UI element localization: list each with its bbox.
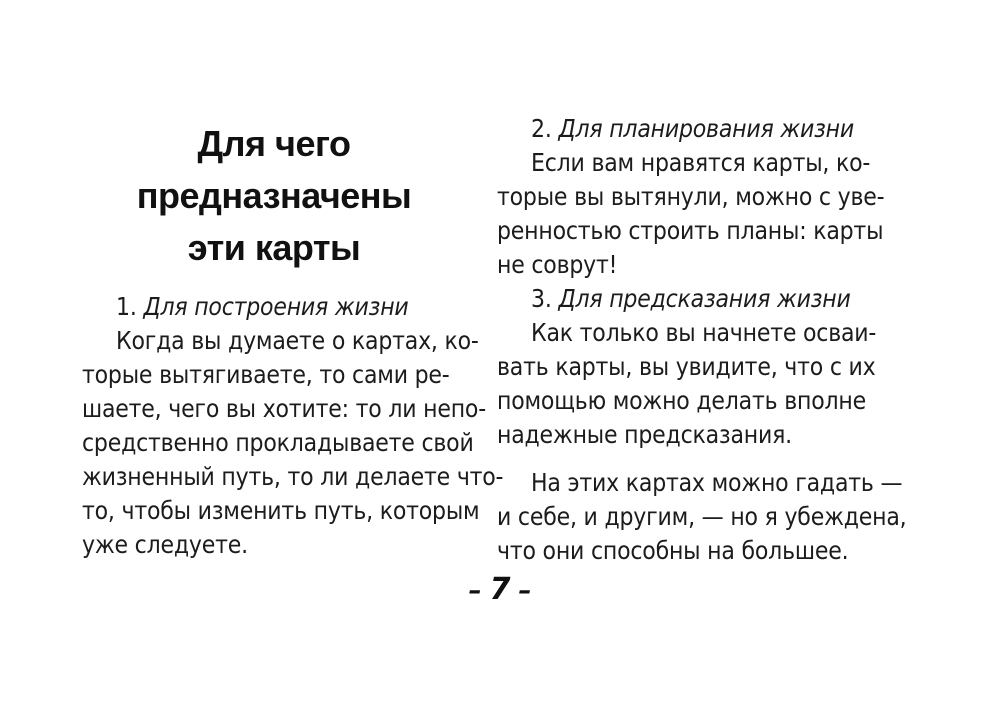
text-line: На этих картах можно гадать —	[531, 468, 903, 497]
page-number	[0, 570, 1000, 611]
section-1-text	[82, 324, 504, 562]
section-name: Для планирования жизни	[558, 114, 854, 143]
text-line: ренностью строить планы: карты	[497, 216, 884, 245]
left-column	[82, 112, 504, 562]
text-line: помощью можно делать вполне	[497, 386, 866, 415]
text-line: то, чтобы изменить путь, которым	[82, 496, 480, 525]
section-name: Для построения жизни	[143, 292, 409, 321]
section-number: 2.	[531, 114, 552, 143]
right-column	[497, 112, 907, 568]
heading-line: эти карты	[187, 227, 361, 268]
section-3-title	[497, 282, 881, 316]
section-3-text	[497, 316, 881, 452]
text-line: уже следуете.	[82, 530, 248, 559]
text-line: что они способны на большее.	[497, 536, 849, 565]
page-heading	[82, 118, 466, 274]
section-2-title	[497, 112, 881, 146]
text-line: и себе, и другим, — но я убеждена,	[497, 502, 907, 531]
text-line: Если вам нравятся карты, ко-	[531, 148, 871, 177]
text-line: шаете, чего вы хотите: то ли непо-	[82, 394, 486, 423]
text-line: Как только вы начнете осваи-	[531, 318, 877, 347]
page-number-dash: –	[468, 576, 482, 606]
text-line: вать карты, вы увидите, что с их	[497, 352, 876, 381]
page-number-dash: –	[518, 576, 532, 606]
heading-line: Для чего	[197, 123, 351, 164]
text-line: торые вытягиваете, то сами ре-	[82, 360, 450, 389]
closing-paragraph	[497, 466, 907, 568]
text-line: средственно прокладываете свой	[82, 428, 474, 457]
section-2-text	[497, 146, 885, 282]
section-number: 1.	[116, 292, 137, 321]
section-number: 3.	[531, 284, 552, 313]
text-line: торые вы вытянули, можно с уве-	[497, 182, 885, 211]
text-line: надежные предсказания.	[497, 420, 792, 449]
text-line: Когда вы думаете о картах, ко-	[116, 326, 479, 355]
page-number-value: 7	[489, 572, 511, 607]
heading-line: предназначены	[136, 175, 412, 216]
section-1-title	[82, 290, 466, 324]
text-line: жизненный путь, то ли делаете что-	[82, 462, 504, 491]
text-line: не соврут!	[497, 250, 618, 279]
section-name: Для предсказания жизни	[558, 284, 851, 313]
